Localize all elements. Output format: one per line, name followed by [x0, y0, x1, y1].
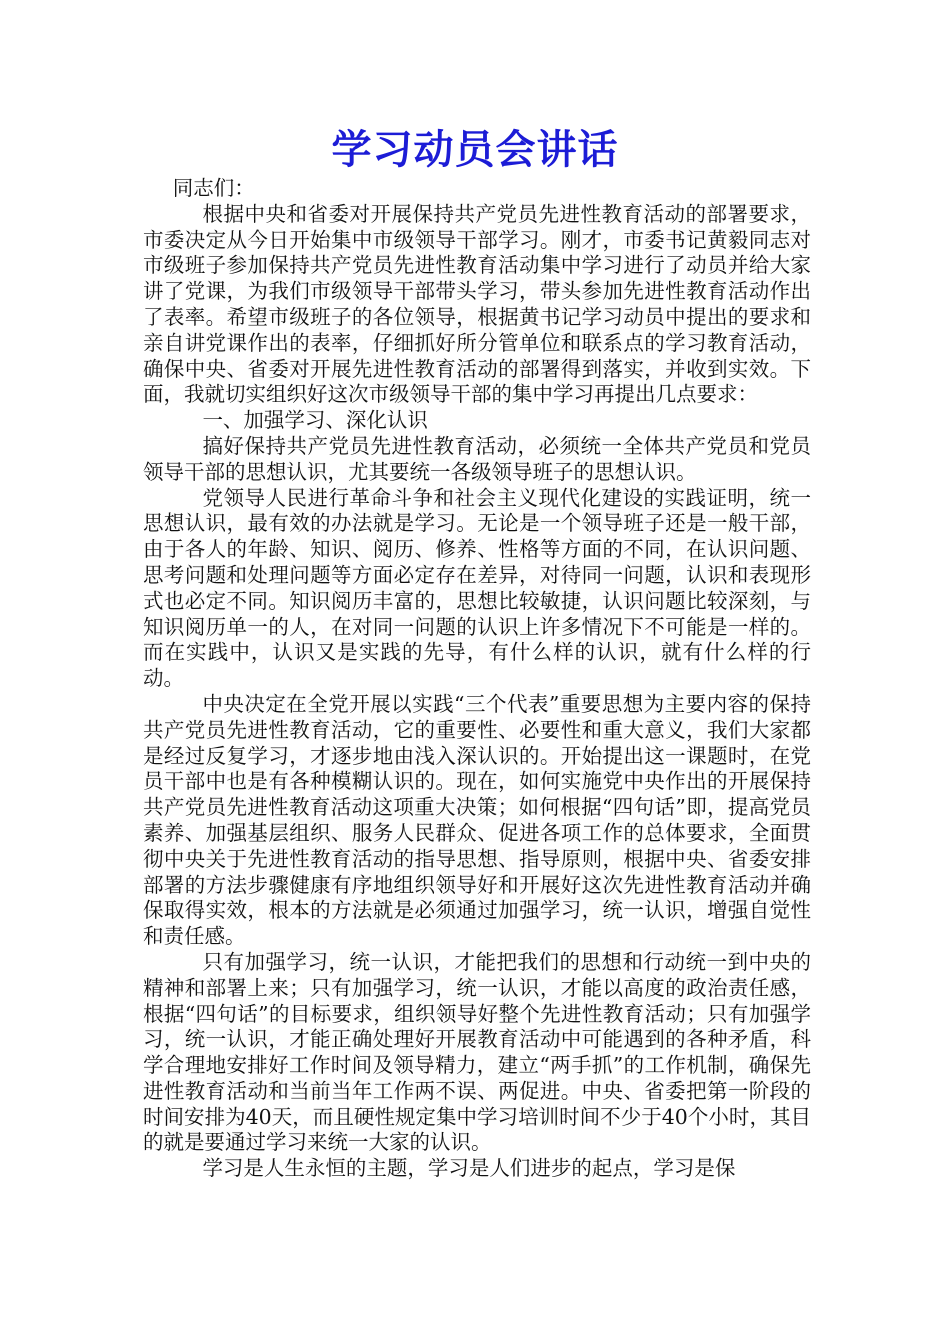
paragraph-2: 搞好保持共产党员先进性教育活动，必须统一全体共产党员和党员领导干部的思想认识，尤其要统一各级领导班子的思想认识。: [143, 433, 811, 484]
section-heading-1: 一、加强学习、深化认识: [202, 408, 428, 433]
paragraph-4: 中央决定在全党开展以实践“三个代表”重要思想为主要内容的保持共产党员先进性教育活动，它的重要性、必要性和重大意义，我们大家都是经过反复学习，才逐步地由浅入深认识的。开始提出这一课题时，在党员干部中也是有各种模糊认识的。现在，如何实施党中央作出的开展保持共产党员先进性教育活动这项重大决策；如何根据“四句话”即，提高党员素养、加强基层组织、服务人民群众、促进各项工作的总体要求，全面贯彻中央关于先进性教育活动的指导思想、指导原则，根据中央、省委安排部署的方法步骤健康有序地组织领导好和开展好这次先进性教育活动并确保取得实效，根本的方法就是必须通过加强学习，统一认识，增强自觉性和责任感。: [143, 691, 811, 949]
salutation: 同志们：: [172, 176, 255, 200]
document-title: 学习动员会讲话: [331, 126, 619, 173]
paragraph-5: 只有加强学习，统一认识，才能把我们的思想和行动统一到中央的精神和部署上来；只有加强学习，统一认识，才能以高度的政治责任感，根据“四句话”的目标要求，组织领导好整个先进性教育活动；只有加强学习，统一认识，才能正确处理好开展教育活动中可能遇到的各种矛盾，科学合理地安排好工作时间及领导精力，建立“两手抓”的工作机制，确保先进性教育活动和当前当年工作两不误、两促进。中央、省委把第一阶段的时间安排为40天，而且硬性规定集中学习培训时间不少于40个小时，其目的就是要通过学习来统一大家的认识。: [143, 949, 811, 1155]
paragraph-3: 党领导人民进行革命斗争和社会主义现代化建设的实践证明，统一思想认识，最有效的办法就是学习。无论是一个领导班子还是一般干部，由于各人的年龄、知识、阅历、修养、性格等方面的不同，在认识问题、思考问题和处理问题等方面必定存在差异，对待同一问题，认识和表现形式也必定不同。知识阅历丰富的，思想比较敏捷，认识问题比较深刻，与知识阅历单一的人，在对同一问题的认识上许多情况下不可能是一样的。而在实践中，认识又是实践的先导，有什么样的认识，就有什么样的行动。: [143, 485, 811, 691]
paragraph-intro: 根据中央和省委对开展保持共产党员先进性教育活动的部署要求，市委决定从今日开始集中市级领导干部学习。刚才，市委书记黄毅同志对市级班子参加保持共产党员先进性教育活动集中学习进行了动员并给大家讲了党课，为我们市级领导干部带头学习，带头参加先进性教育活动作出了表率。希望市级班子的各位领导，根据黄书记学习动员中提出的要求和亲自讲党课作出的表率，仔细抓好所分管单位和联系点的学习教育活动，确保中央、省委对开展先进性教育活动的部署得到落实，并收到实效。下面，我就切实组织好这次市级领导干部的集中学习再提出几点要求：: [143, 201, 811, 407]
paragraph-6: 学习是人生永恒的主题，学习是人们进步的起点，学习是保: [202, 1156, 736, 1181]
document-body: [143, 176, 811, 1182]
